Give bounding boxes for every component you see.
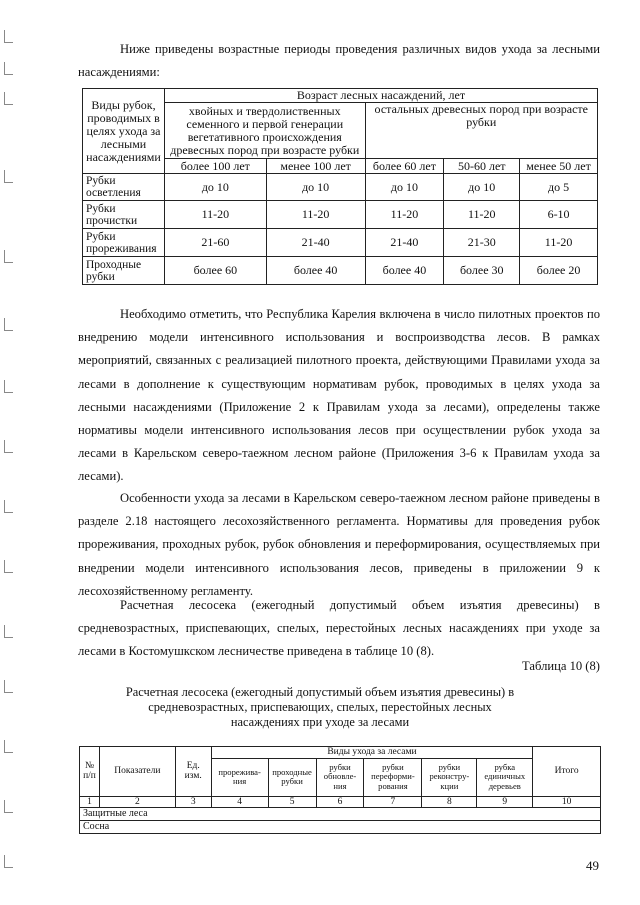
- column-numbers-row: [80, 796, 601, 808]
- cell: более 40: [365, 257, 444, 285]
- cell: 21-40: [365, 229, 444, 257]
- header-forest-age: Возраст лесных насаждений, лет: [164, 89, 597, 103]
- col-header: менее 100 лет: [266, 159, 365, 174]
- header-group-conifers: хвойных и твердолиственных семенного и первой генерации вегетативного происхождения древесных пород при возрасте рубки: [164, 103, 365, 159]
- section-pine: Сосна: [80, 821, 601, 834]
- binding-marks: [0, 0, 16, 905]
- table-title: Расчетная лесосека (ежегодный допустимый объем изъятия древесины) в средневозрастных, приспевающих, спелых, перестойных лесных насаждениях при уходе за лесами: [125, 685, 515, 729]
- table-row: [83, 201, 598, 229]
- column-number: 10: [533, 796, 601, 808]
- subheader-passage: проходные рубки: [268, 758, 316, 796]
- header-group-other: остальных древесных пород при возрасте рубки: [365, 103, 597, 159]
- intro-text: Ниже приведены возрастные периоды проведения различных видов ухода за лесными насаждениями:: [78, 42, 600, 80]
- header-cutting-types: Виды рубок, проводимых в целях ухода за лесными насаждениями: [83, 89, 165, 174]
- table-row: [83, 174, 598, 201]
- col-header: более 100 лет: [164, 159, 266, 174]
- cell: до 10: [164, 174, 266, 201]
- column-number: 3: [175, 796, 211, 808]
- cell: до 10: [266, 174, 365, 201]
- column-number: 2: [99, 796, 175, 808]
- cell: 11-20: [365, 201, 444, 229]
- subheader-reformation: рубки переформи-рования: [364, 758, 422, 796]
- row-label: Рубки осветления: [83, 174, 165, 201]
- paragraph-allowable-cut: Расчетная лесосека (ежегодный допустимый объем изъятия древесины) в средневозрастных, приспевающих, спелых, перестойных лесных насаждениях при уходе за лесами в Костомушкском лесничестве приведена в таблице 10 (8).: [78, 598, 600, 659]
- header-number: № п/п: [80, 747, 100, 797]
- column-number: 4: [211, 796, 268, 808]
- table-row: [83, 229, 598, 257]
- cell: 11-20: [520, 229, 598, 257]
- row-label: Проходные рубки: [83, 257, 165, 285]
- table-label: Таблица 10 (8): [522, 659, 600, 673]
- page-number: 49: [586, 858, 599, 873]
- column-number: 7: [364, 796, 422, 808]
- allowable-cut-table: [79, 746, 601, 834]
- subheader-renewal: рубки обновле-ния: [316, 758, 364, 796]
- cell: до 10: [365, 174, 444, 201]
- cell: до 10: [444, 174, 520, 201]
- cell: 21-30: [444, 229, 520, 257]
- header-unit: Ед. изм.: [175, 747, 211, 797]
- cell: 21-60: [164, 229, 266, 257]
- column-number: 1: [80, 796, 100, 808]
- header-total: Итого: [533, 747, 601, 797]
- subheader-reconstruction: рубки реконстру-кции: [422, 758, 477, 796]
- column-number: 8: [422, 796, 477, 808]
- subheader-single-trees: рубка единичных деревьев: [477, 758, 533, 796]
- header-indicators: Показатели: [99, 747, 175, 797]
- cell: 21-40: [266, 229, 365, 257]
- col-header: более 60 лет: [365, 159, 444, 174]
- column-number: 9: [477, 796, 533, 808]
- age-periods-table: [82, 88, 598, 285]
- cell: 6-10: [520, 201, 598, 229]
- cell: 11-20: [266, 201, 365, 229]
- header-care-types: Виды ухода за лесами: [211, 747, 533, 759]
- cell: до 5: [520, 174, 598, 201]
- table-row: [83, 257, 598, 285]
- cell: 11-20: [444, 201, 520, 229]
- row-label: Рубки прореживания: [83, 229, 165, 257]
- section-protective-forests: Защитные леса: [80, 808, 601, 821]
- cell: более 30: [444, 257, 520, 285]
- paragraph-pilot-project: Необходимо отметить, что Республика Карелия включена в число пилотных проектов по внедрению модели интенсивного использования и воспроизводства лесов. В рамках мероприятий, связанных с реализацией пилотного проекта, действующими Правилами ухода за лесами в дополнение к существующим нормативам рубок, проводимых в целях ухода за лесными насаждениями (Приложение 2 к Правилам ухода за лесами), определены также нормативы модели интенсивного использования лесов при осуществлении рубок ухода за лесами в Карельском северо-таежном лесном районе (Приложения 3-6 к Правилам ухода за лесами).: [78, 307, 600, 484]
- paragraph-features: Особенности ухода за лесами в Карельском северо-таежном лесном районе приведены в разделе 2.18 настоящего лесохозяйственного регламента. Нормативы для проведения рубок прореживания, проходных рубок, рубок обновления и переформирования, осуществляемых при внедрении модели интенсивного использования лесов, приведены в приложении 9 к лесохозяйственному регламенту.: [78, 491, 600, 598]
- cell: более 20: [520, 257, 598, 285]
- col-header: менее 50 лет: [520, 159, 598, 174]
- row-label: Рубки прочистки: [83, 201, 165, 229]
- cell: 11-20: [164, 201, 266, 229]
- column-number: 6: [316, 796, 364, 808]
- col-header: 50-60 лет: [444, 159, 520, 174]
- cell: более 40: [266, 257, 365, 285]
- cell: более 60: [164, 257, 266, 285]
- subheader-thinning: прорежива-ния: [211, 758, 268, 796]
- column-number: 5: [268, 796, 316, 808]
